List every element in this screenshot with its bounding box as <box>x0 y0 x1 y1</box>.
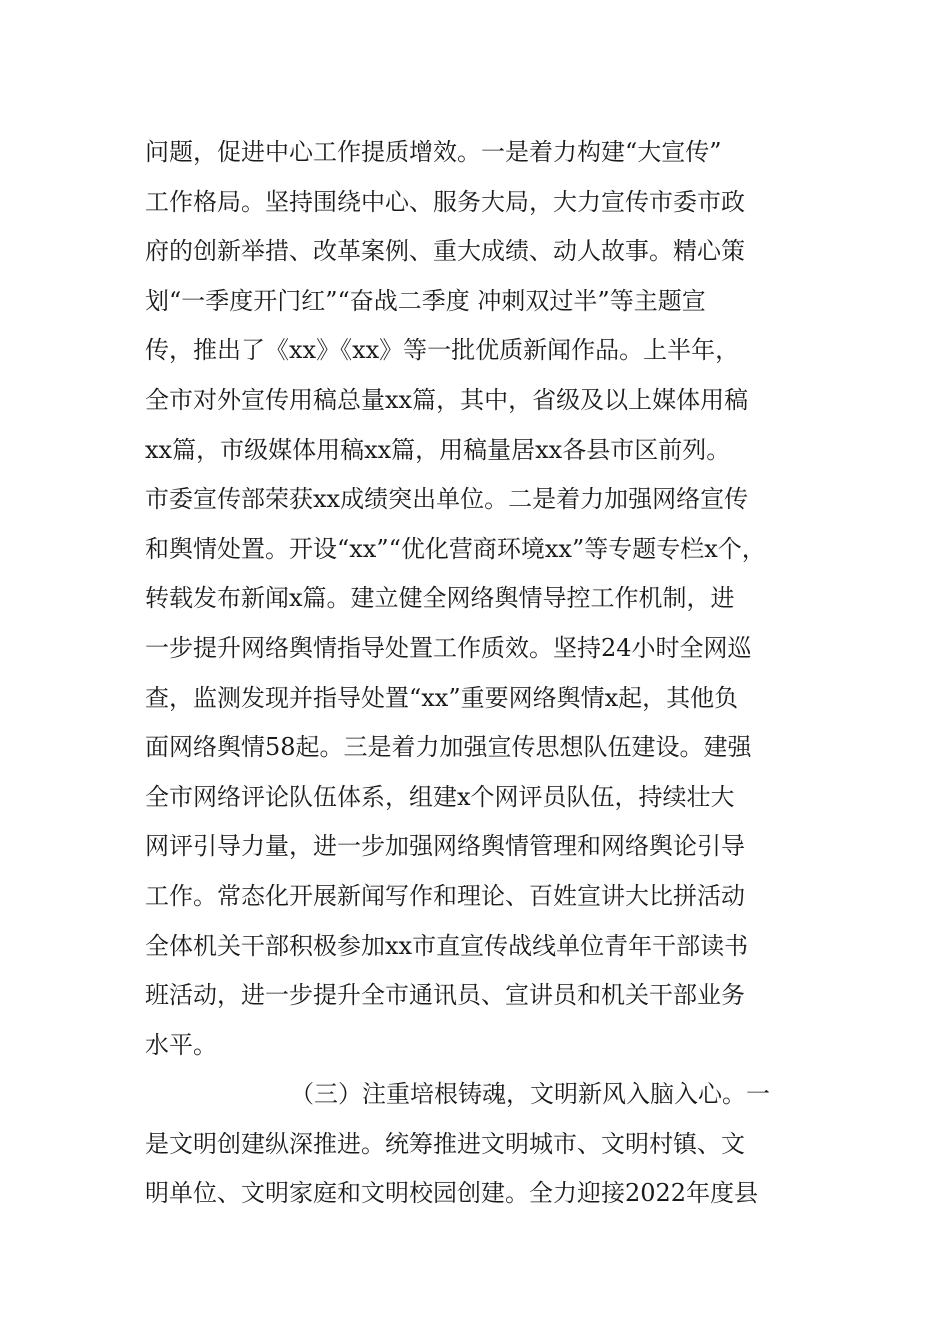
text-line: 转载发布新闻x篇。建立健全网络舆情导控工作机制，进 <box>145 584 735 613</box>
text-line: 水平。 <box>145 1030 217 1059</box>
text-line: 是文明创建纵深推进。统筹推进文明城市、文明村镇、文 <box>145 1129 745 1158</box>
text-line: 全市对外宣传用稿总量xx篇，其中，省级及以上媒体用稿 <box>145 385 749 414</box>
text-line: 划“一季度开门红”“奋战二季度 冲刺双过半”等主题宣 <box>145 286 706 315</box>
text-line: 工作。常态化开展新闻写作和理论、百姓宣讲大比拼活动 <box>145 881 745 910</box>
text-line: 市委宣传部荣获xx成绩突出单位。二是着力加强网络宣传 <box>145 485 749 514</box>
text-line: 问题，促进中心工作提质增效。一是着力构建“大宣传” <box>145 138 722 166</box>
text-line: 一步提升网络舆情指导处置工作质效。坚持24小时全网巡 <box>145 633 752 662</box>
text-line: 查，监测发现并指导处置“xx”重要网络舆情x起，其他负 <box>145 683 739 712</box>
text-line: 传，推出了《xx》《xx》等一批优质新闻作品。上半年， <box>145 336 740 365</box>
body-text <box>145 128 825 1219</box>
text-line: 面网络舆情58起。三是着力加强宣传思想队伍建设。建强 <box>145 733 752 762</box>
text-line: 全体机关干部积极参加xx市直宣传战线单位青年干部读书 <box>145 931 749 960</box>
text-line: 府的创新举措、改革案例、重大成绩、动人故事。精心策 <box>145 237 745 266</box>
text-line: 网评引导力量，进一步加强网络舆情管理和网络舆论引导 <box>145 832 745 861</box>
section-heading-line: （三）注重培根铸魂，文明新风入脑入心。一 <box>290 1080 770 1109</box>
text-line: 和舆情处置。开设“xx”“优化营商环境xx”等专题专栏x个， <box>145 534 766 563</box>
text-line: 明单位、文明家庭和文明校园创建。全力迎接2022年度县 <box>145 1179 759 1208</box>
text-line: 工作格局。坚持围绕中心、服务大局，大力宣传市委市政 <box>145 187 745 216</box>
text-line: 班活动，进一步提升全市通讯员、宣讲员和机关干部业务 <box>145 981 745 1010</box>
text-line: xx篇，市级媒体用稿xx篇，用稿量居xx各县市区前列。 <box>145 435 731 464</box>
text-line: 全市网络评论队伍体系，组建x个网评员队伍，持续壮大 <box>145 782 735 811</box>
